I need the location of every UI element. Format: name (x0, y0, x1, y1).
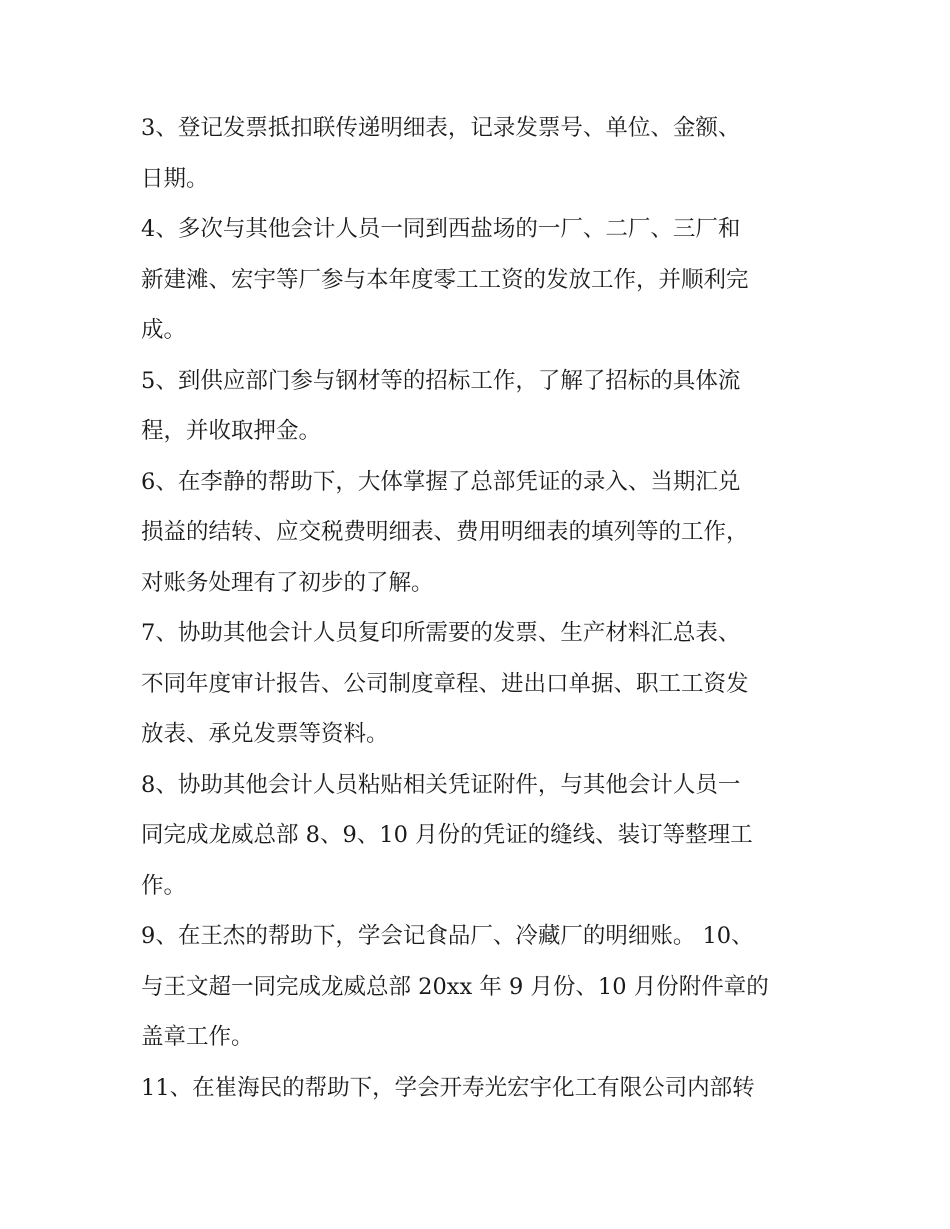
text-line: 日期。 (141, 165, 209, 192)
list-item-9 (141, 911, 821, 1063)
text-line: 对账务处理有了初步的了解。 (141, 569, 434, 596)
text-line: 7、协助其他会计人员复印所需要的发票、生产材料汇总表、 (141, 620, 741, 646)
text-line: 新建滩、宏宇等厂参与本年度零工工资的发放工作，并顺利完 (141, 266, 749, 293)
text-line: 不同年度审计报告、公司制度章程、进出口单据、职工工资发 (141, 670, 749, 697)
text-line: 作。 (141, 872, 187, 899)
text-line: 8、协助其他会计人员粘贴相关凭证附件，与其他会计人员一 (141, 771, 741, 798)
text-line: 盖章工作。 (141, 1024, 254, 1050)
text-line: 损益的结转、应交税费明细表、费用明细表的填列等的工作， (141, 519, 749, 545)
text-line: 放表、承兑发票等资料。 (141, 721, 389, 747)
list-item-4 (141, 204, 821, 356)
list-item-3 (141, 103, 821, 204)
text-line: 同完成龙威总部 8、9、10 月份的凭证的缝线、装订等整理工 (141, 822, 753, 848)
list-item-8 (141, 760, 821, 912)
text-line: 与王文超一同完成龙威总部 20xx 年 9 月份、10 月份附件章的 (141, 973, 769, 1000)
list-item-7 (141, 608, 821, 760)
text-line: 3、登记发票抵扣联传递明细表，记录发票号、单位、金额、 (141, 115, 741, 141)
text-line: 成。 (141, 317, 187, 343)
text-line: 程，并收取押金。 (141, 418, 322, 444)
text-line: 5、到供应部门参与钢材等的招标工作，了解了招标的具体流 (141, 367, 741, 394)
text-line: 9、在王杰的帮助下，学会记食品厂、冷藏厂的明细账。 10、 (141, 923, 754, 949)
list-item-11 (141, 1063, 821, 1114)
document-body (141, 103, 821, 1113)
list-item-6 (141, 457, 821, 609)
text-line: 11、在崔海民的帮助下，学会开寿光宏宇化工有限公司内部转 (141, 1074, 755, 1101)
text-line: 6、在李静的帮助下，大体掌握了总部凭证的录入、当期汇兑 (141, 468, 741, 495)
list-item-5 (141, 356, 821, 457)
text-line: 4、多次与其他会计人员一同到西盐场的一厂、二厂、三厂和 (141, 216, 741, 242)
